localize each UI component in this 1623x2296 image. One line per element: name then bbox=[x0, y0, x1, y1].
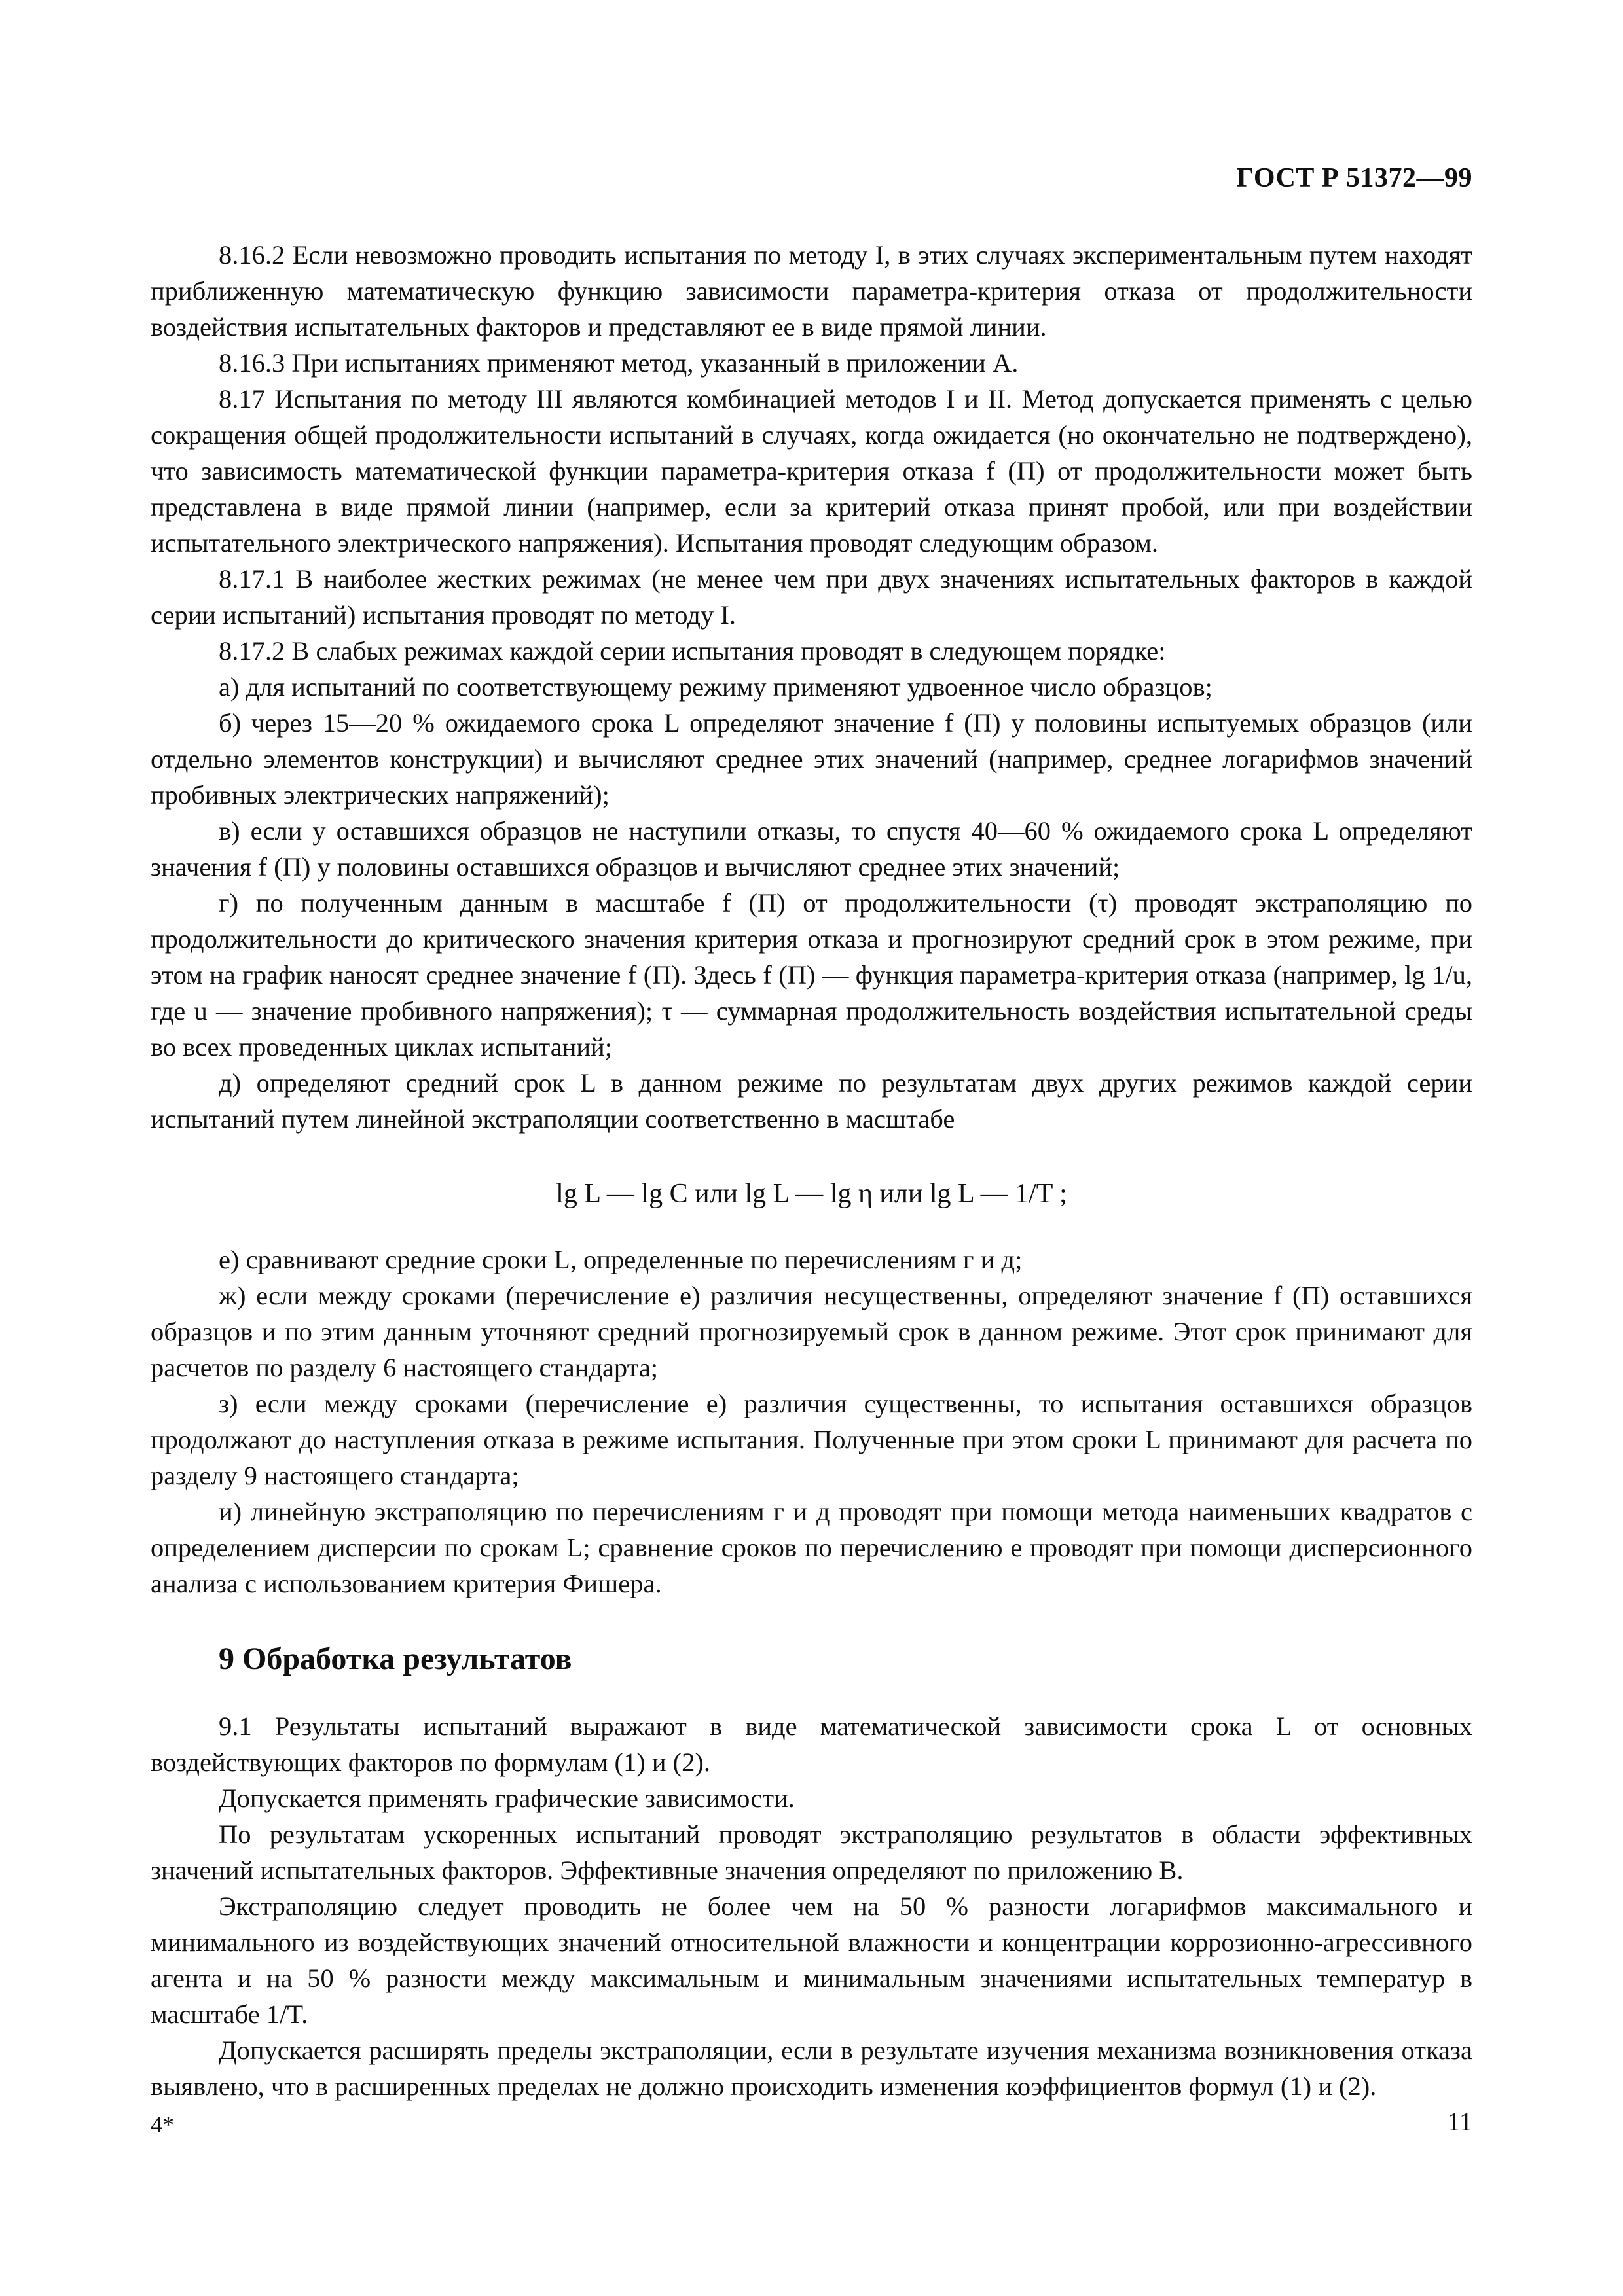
list-item-z: з) если между сроками (перечисление е) различия существенны, то испытания оставшихся образцов продолжают до наступления отказа в режиме испытания. Полученные при этом сроки L принимают для расчета по разделу 9 настоящего стандарта; bbox=[151, 1389, 1472, 1490]
list-item-zh: ж) если между сроками (перечисление е) различия несущественны, определяют значение f (П) оставшихся образцов и по этим данным уточняют средний прогнозируемый срок в данном режиме. Этот срок принимают для расчетов по разделу 6 настоящего стандарта; bbox=[151, 1281, 1472, 1382]
list-item-d: д) определяют средний срок L в данном режиме по результатам двух других режимов каждой серии испытаний путем линейной экстраполяции соответственно в масштабе bbox=[151, 1068, 1472, 1134]
paragraph-9-1: 9.1 Результаты испытаний выражают в виде математической зависимости срока L от основных воздействующих факторов по формулам (1) и (2). bbox=[151, 1712, 1472, 1777]
page-body bbox=[151, 237, 1472, 2104]
paragraph-8-16-3: 8.16.3 При испытаниях применяют метод, указанный в приложении А. bbox=[219, 348, 1019, 378]
list-item-g: г) по полученным данным в масштабе f (П) от продолжительности (τ) проводят экстраполяцию по продолжительности до критического значения критерия отказа и прогнозируют средний срок в этом режиме, при этом на график наносят среднее значение f (П). Здесь f (П) — функция параметра-критерия отказа (например, lg 1/u, где u — значение пробивного напряжения); τ — суммарная продолжительность воздействия испытательной среды во всех проведенных циклах испытаний; bbox=[151, 888, 1472, 1062]
page-number: 11 bbox=[1447, 2107, 1472, 2136]
paragraph-8-17-1: 8.17.1 В наиболее жестких режимах (не менее чем при двух значениях испытательных факторов в каждой серии испытаний) испытания проводят по методу I. bbox=[151, 564, 1472, 630]
paragraph-8-16-2: 8.16.2 Если невозможно проводить испытания по методу I, в этих случаях экспериментальным путем находят приближенную математическую функцию зависимости параметра-критерия отказа от продолжительности воздействия испытательных факторов и представляют ее в виде прямой линии. bbox=[151, 240, 1472, 342]
document-designation: ГОСТ Р 51372—99 bbox=[1236, 163, 1472, 193]
formula: lg L — lg C или lg L — lg η или lg L — 1/T ; bbox=[556, 1179, 1067, 1209]
list-item-b: б) через 15—20 % ожидаемого срока L определяют значение f (П) у половины испытуемых образцов (или отдельно элементов конструкции) и вычисляют среднее этих значений (например, среднее логарифмов значений пробивных электрических напряжений); bbox=[151, 708, 1472, 810]
paragraph-8-17-2: 8.17.2 В слабых режимах каждой серии испытания проводят в следующем порядке: bbox=[219, 636, 1166, 666]
list-item-v: в) если у оставшихся образцов не наступили отказы, то спустя 40—60 % ожидаемого срока L определяют значения f (П) у половины оставшихся образцов и вычисляют среднее этих значений; bbox=[151, 816, 1472, 882]
section-title: 9 Обработка результатов bbox=[219, 1641, 572, 1676]
paragraph-extend-limits: Допускается расширять пределы экстраполяции, если в результате изучения механизма возникновения отказа выявлено, что в расширенных пределах не должно происходить изменения коэффициентов формул (1) и (2). bbox=[151, 2036, 1472, 2101]
paragraph-8-17: 8.17 Испытания по методу III являются комбинацией методов I и II. Метод допускается применять с целью сокращения общей продолжительности испытаний в случаях, когда ожидается (но окончательно не подтверждено), что зависимость математической функции параметра-критерия отказа f (П) от продолжительности может быть представлена в виде прямой линии (например, если за критерий отказа принят пробой, или при воздействии испытательного электрического напряжения). Испытания проводят следующим образом. bbox=[151, 384, 1472, 558]
paragraph-graphic-dependencies: Допускается применять графические зависимости. bbox=[219, 1784, 795, 1813]
list-item-e: е) сравнивают средние сроки L, определенные по перечислениям г и д; bbox=[219, 1245, 1023, 1274]
signature-mark: 4* bbox=[151, 2111, 174, 2138]
paragraph-extrapolation-results: По результатам ускоренных испытаний проводят экстраполяцию результатов в области эффективных значений испытательных факторов. Эффективные значения определяют по приложению В. bbox=[151, 1820, 1472, 1885]
list-item-a: а) для испытаний по соответствующему режиму применяют удвоенное число образцов; bbox=[219, 672, 1213, 702]
paragraph-extrapolation-limit: Экстраполяцию следует проводить не более чем на 50 % разности логарифмов максимального и минимального из воздействующих значений относительной влажности и концентрации коррозионно-агрессивного агента и на 50 % разности между максимальным и минимальным значениями испытательных температур в масштабе 1/T. bbox=[151, 1892, 1472, 2029]
list-item-i: и) линейную экстраполяцию по перечислениям г и д проводят при помощи метода наименьших квадратов с определением дисперсии по срокам L; сравнение сроков по перечислению е проводят при помощи дисперсионного анализа с использованием критерия Фишера. bbox=[151, 1497, 1472, 1598]
